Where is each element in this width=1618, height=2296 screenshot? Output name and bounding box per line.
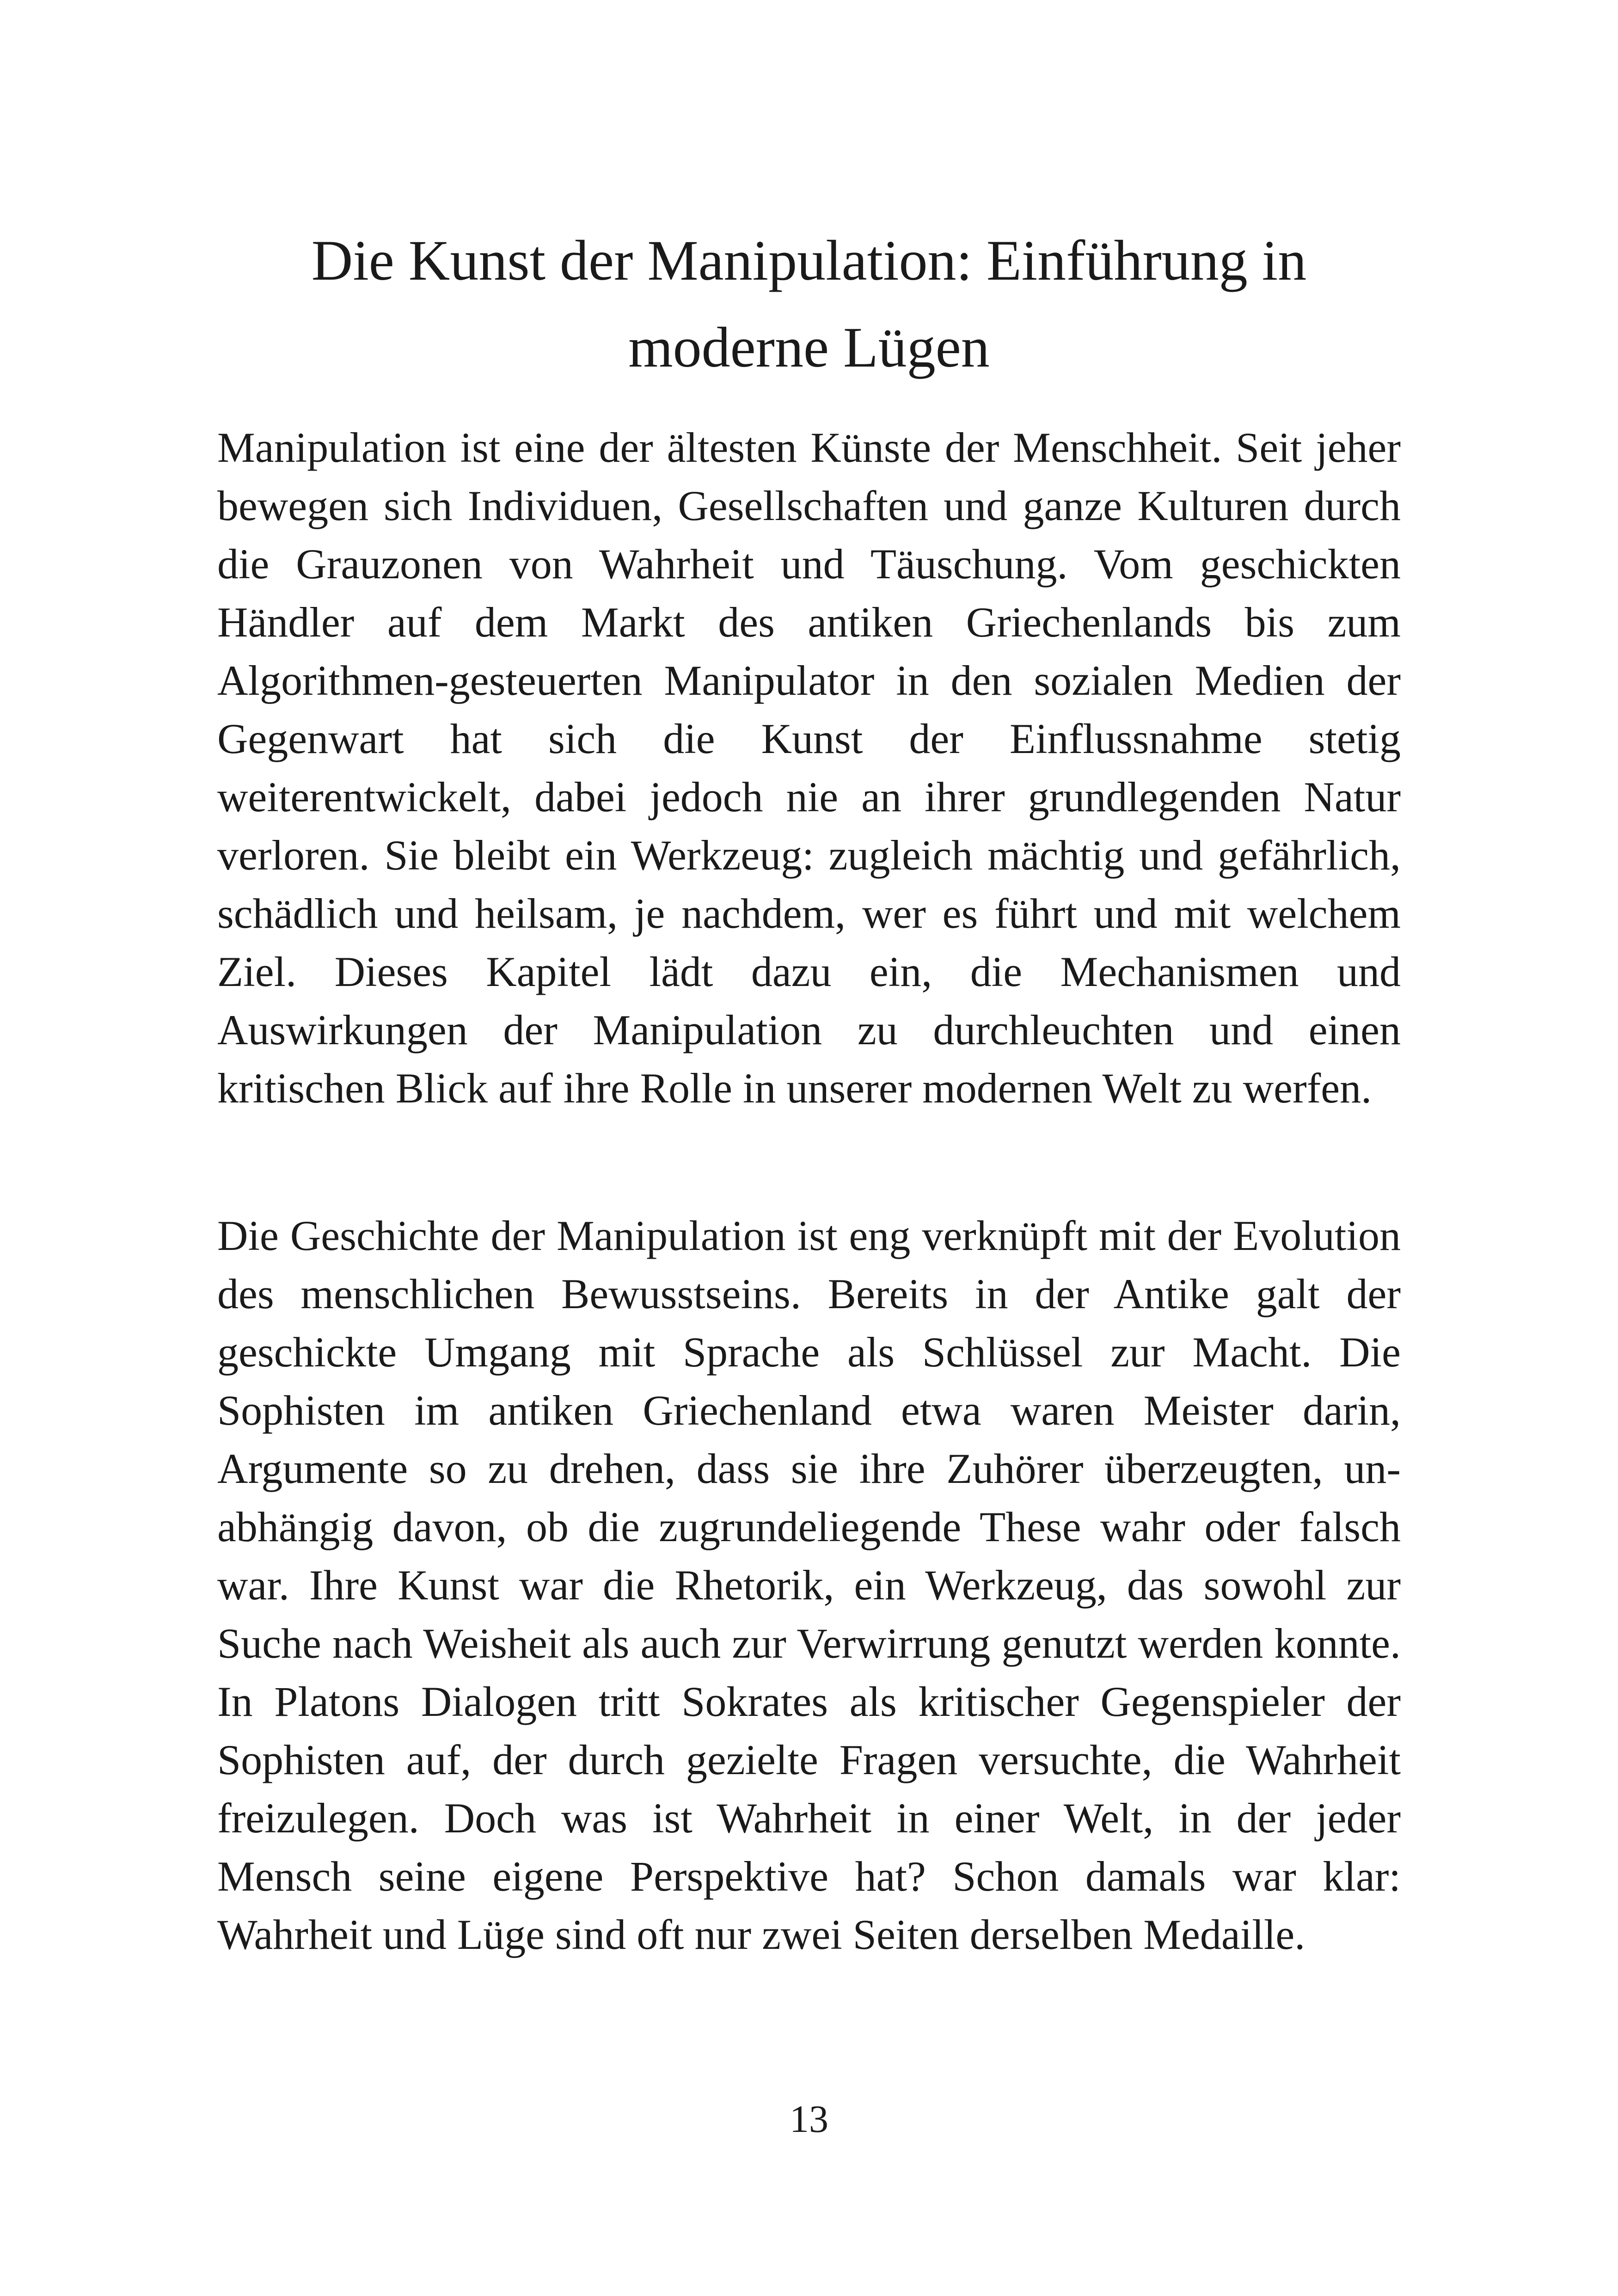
page-number: 13 [790,2098,828,2141]
body-paragraph: Manipulation ist eine der ältesten Künste der Menschheit. Seit jeher bewegen sich Individuen, Gesellschaften und ganze Kulturen durch die Grauzonen von Wahrheit und Täuschung. Vom geschickten Händler auf dem Markt des antiken Griechenlands bis zum Algorithmen-gesteuerten Manipulator in den sozialen Medien der Gegenwart hat sich die Kunst der Einflussnahme stetig weiterentwickelt, dabei jedoch nie an ihrer grundlegenden Natur verloren. Sie bleibt ein Werkzeug: zugleich mächtig und gefährlich, schädlich und heilsam, je nachdem, wer es führt und mit welchem Ziel. Dieses Kapitel lädt dazu ein, die Mechanismen und Auswirkungen der Manipulation zu durchleuchten und einen kritischen Blick auf ihre Rolle in unserer modernen Welt zu werfen. [217,424,1401,1112]
body-paragraph: Die Geschichte der Manipulation ist eng verknüpft mit der Evolution des menschlichen Bewusstseins. Bereits in der Antike galt der geschickte Umgang mit Sprache als Schlüssel zur Macht. Die Sophisten im antiken Griechenland etwa waren Meister darin, Argumente so zu drehen, dass sie ihre Zuhörer überzeugten, unabhängig davon, ob die zugrundeliegende These wahr oder falsch war. Ihre Kunst war die Rhetorik, ein Werkzeug, das sowohl zur Suche nach Weisheit als auch zur Verwirrung genutzt werden konnte. In Platons Dialogen tritt Sokrates als kritischer Gegenspieler der Sophisten auf, der durch gezielte Fragen versuchte, die Wahrheit freizulegen. Doch was ist Wahrheit in einer Welt, in der jeder Mensch seine eigene Perspektive hat? Schon damals war klar: Wahrheit und Lüge sind oft nur zwei Seiten derselben Medaille. [217,1212,1401,1958]
chapter-title: Die Kunst der Manipulation: Einführung in moderne Lügen [311,229,1307,379]
